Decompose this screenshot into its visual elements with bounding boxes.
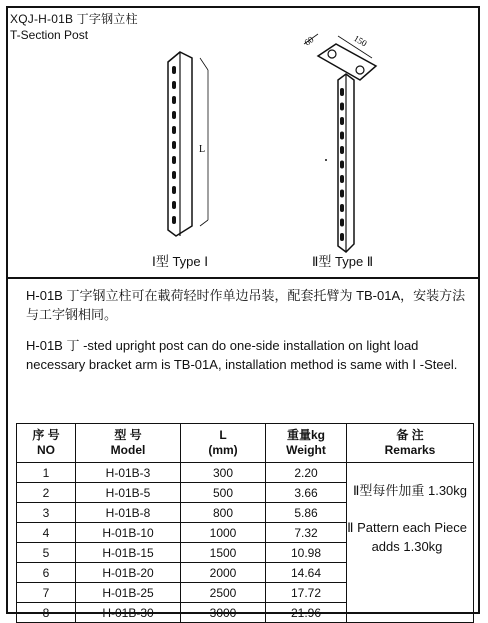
post-slot [172,186,176,194]
type1-length-label: L [199,144,206,155]
cell-weight: 10.98 [266,543,347,563]
type1-caption: Ⅰ型 Type Ⅰ [152,254,209,269]
post-slot [340,233,344,241]
cell-model: H-01B-20 [76,563,181,583]
cell-no: 4 [17,523,76,543]
post-slot [340,175,344,183]
cell-no: 2 [17,483,76,503]
cell-model: H-01B-5 [76,483,181,503]
post-slot [172,141,176,149]
type2-caption: Ⅱ型 Type Ⅱ [312,254,374,269]
post-slot [172,66,176,74]
cell-length: 500 [181,483,266,503]
header-length: L (mm) [181,424,266,463]
cell-weight: 17.72 [266,583,347,603]
cell-model: H-01B-25 [76,583,181,603]
cell-model: H-01B-3 [76,463,181,483]
cell-no: 6 [17,563,76,583]
cell-no: 1 [17,463,76,483]
cell-no: 7 [17,583,76,603]
cell-length: 800 [181,503,266,523]
post-slot [172,156,176,164]
cell-weight: 2.20 [266,463,347,483]
header-model: 型 号 Model [76,424,181,463]
cell-weight: 14.64 [266,563,347,583]
description-english: H-01B 丁 -sted upright post can do one-side installation on light load necessary bracket arm is TB-01A, installation method is same with Ⅰ -Steel. [26,338,458,372]
title-english: T-Section Post [10,28,89,42]
post-slot [172,111,176,119]
header-no: 序 号 NO [17,424,76,463]
post-slot [340,103,344,111]
description-chinese: H-01B 丁字钢立柱可在載荷轻时作单边吊装，配套托臂为 TB-01A，安装方法与工字钢相同。 [26,288,466,322]
cell-no: 5 [17,543,76,563]
cell-length: 2000 [181,563,266,583]
post-slot [172,81,176,89]
post-slot [340,132,344,140]
post-slot [340,219,344,227]
remarks-chinese: Ⅱ型每件加重 1.30kg [352,483,468,498]
type2-dim-60: 60 [302,34,316,48]
header-weight: 重量kg Weight [266,424,347,463]
header-remarks: 备 注 Remarks [347,424,474,463]
cell-length: 1500 [181,543,266,563]
post-slot [340,204,344,212]
cell-model: H-01B-15 [76,543,181,563]
cell-model: H-01B-30 [76,603,181,623]
title-chinese: XQJ-H-01B 丁字钢立柱 [10,12,138,26]
post-slot [172,96,176,104]
post-slot [340,88,344,96]
cell-no: 8 [17,603,76,623]
divider-top [6,277,480,279]
cell-length: 2500 [181,583,266,603]
cell-remarks [347,463,474,623]
type1-post-drawing [168,52,208,236]
product-drawings [0,0,488,290]
remarks-english: Ⅱ Pattern each Piece adds 1.30kg [347,520,467,554]
cell-weight: 5.86 [266,503,347,523]
table-row [17,463,474,483]
cell-weight: 7.32 [266,523,347,543]
cell-no: 3 [17,503,76,523]
cell-length: 1000 [181,523,266,543]
spec-table [16,423,474,623]
type2-dim-150: 150 [352,33,369,49]
post-slot [340,117,344,125]
cell-length: 3000 [181,603,266,623]
cell-model: H-01B-10 [76,523,181,543]
post-slot [172,126,176,134]
cell-model: H-01B-8 [76,503,181,523]
post-slot [172,216,176,224]
post-slot [340,190,344,198]
post-slot [340,161,344,169]
table-header-row [17,424,474,463]
post-slot [172,201,176,209]
cell-weight: 21.96 [266,603,347,623]
post-slot [340,146,344,154]
cell-length: 300 [181,463,266,483]
type2-post-drawing [302,33,376,252]
post-slot [172,171,176,179]
cell-weight: 3.66 [266,483,347,503]
